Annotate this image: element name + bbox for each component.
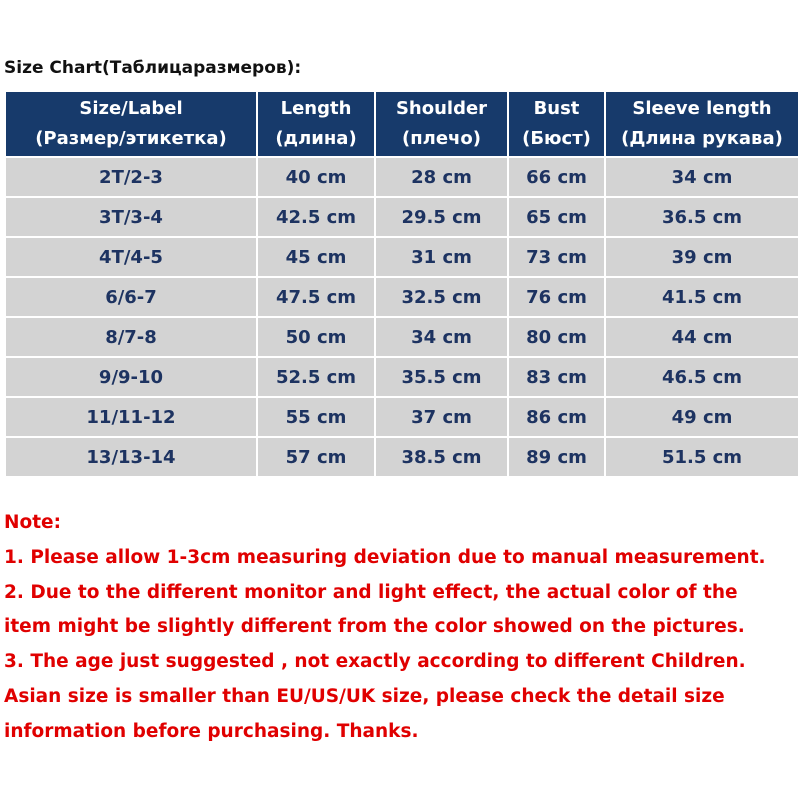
header-line-1: Bust <box>533 98 580 119</box>
cell-sleeve: 36.5 cm <box>606 198 798 236</box>
cell-shoulder: 29.5 cm <box>376 198 507 236</box>
cell-size: 2T/2-3 <box>6 158 256 196</box>
cell-shoulder: 37 cm <box>376 398 507 436</box>
cell-size: 13/13-14 <box>6 438 256 476</box>
header-line-1: Length <box>280 98 352 119</box>
header-line-2: (плечо) <box>401 128 481 149</box>
cell-bust: 83 cm <box>509 358 604 396</box>
cell-sleeve: 51.5 cm <box>606 438 798 476</box>
cell-length: 40 cm <box>258 158 374 196</box>
cell-bust: 73 cm <box>509 238 604 276</box>
cell-bust: 86 cm <box>509 398 604 436</box>
header-shoulder <box>376 92 507 156</box>
cell-shoulder: 34 cm <box>376 318 507 356</box>
cell-shoulder: 32.5 cm <box>376 278 507 316</box>
table-row <box>6 238 798 276</box>
cell-length: 45 cm <box>258 238 374 276</box>
cell-length: 50 cm <box>258 318 374 356</box>
notes-section <box>4 506 798 750</box>
size-chart-table <box>4 90 800 478</box>
header-length <box>258 92 374 156</box>
header-line-2: (длина) <box>275 128 357 149</box>
cell-bust: 80 cm <box>509 318 604 356</box>
header-size-label <box>6 92 256 156</box>
cell-sleeve: 44 cm <box>606 318 798 356</box>
cell-shoulder: 38.5 cm <box>376 438 507 476</box>
size-chart-title: Size Chart(Таблицаразмеров): <box>4 58 302 78</box>
note-line: Asian size is smaller than EU/US/UK size, please check the detail size <box>4 685 725 707</box>
cell-sleeve: 34 cm <box>606 158 798 196</box>
cell-sleeve: 49 cm <box>606 398 798 436</box>
note-line: 2. Due to the different monitor and light effect, the actual color of the <box>4 581 738 603</box>
header-line-2: (Длина рукава) <box>621 128 783 149</box>
table-row <box>6 318 798 356</box>
cell-size: 9/9-10 <box>6 358 256 396</box>
cell-bust: 66 cm <box>509 158 604 196</box>
table-row <box>6 278 798 316</box>
cell-length: 57 cm <box>258 438 374 476</box>
cell-size: 11/11-12 <box>6 398 256 436</box>
cell-bust: 89 cm <box>509 438 604 476</box>
notes-heading: Note: <box>4 512 61 533</box>
cell-bust: 76 cm <box>509 278 604 316</box>
cell-bust: 65 cm <box>509 198 604 236</box>
header-line-2: (Размер/этикетка) <box>35 128 227 149</box>
note-line: 3. The age just suggested , not exactly according to different Children. <box>4 651 746 673</box>
table-row <box>6 198 798 236</box>
header-line-1: Size/Label <box>79 98 183 119</box>
header-line-1: Shoulder <box>395 98 488 119</box>
header-bust <box>509 92 604 156</box>
cell-shoulder: 35.5 cm <box>376 358 507 396</box>
cell-sleeve: 39 cm <box>606 238 798 276</box>
cell-sleeve: 41.5 cm <box>606 278 798 316</box>
cell-shoulder: 28 cm <box>376 158 507 196</box>
header-row <box>6 92 798 156</box>
note-line: information before purchasing. Thanks. <box>4 720 419 742</box>
note-line: 1. Please allow 1-3cm measuring deviation due to manual measurement. <box>4 546 766 568</box>
table-row <box>6 438 798 476</box>
cell-shoulder: 31 cm <box>376 238 507 276</box>
note-line: item might be slightly different from the color showed on the pictures. <box>4 616 745 638</box>
table-row <box>6 158 798 196</box>
cell-length: 55 cm <box>258 398 374 436</box>
header-line-2: (Бюст) <box>522 128 591 149</box>
table-row <box>6 358 798 396</box>
cell-size: 3T/3-4 <box>6 198 256 236</box>
cell-size: 8/7-8 <box>6 318 256 356</box>
cell-sleeve: 46.5 cm <box>606 358 798 396</box>
cell-length: 42.5 cm <box>258 198 374 236</box>
cell-size: 6/6-7 <box>6 278 256 316</box>
header-sleeve-length <box>606 92 798 156</box>
cell-size: 4T/4-5 <box>6 238 256 276</box>
cell-length: 52.5 cm <box>258 358 374 396</box>
table-row <box>6 398 798 436</box>
cell-length: 47.5 cm <box>258 278 374 316</box>
header-line-1: Sleeve length <box>632 98 772 119</box>
